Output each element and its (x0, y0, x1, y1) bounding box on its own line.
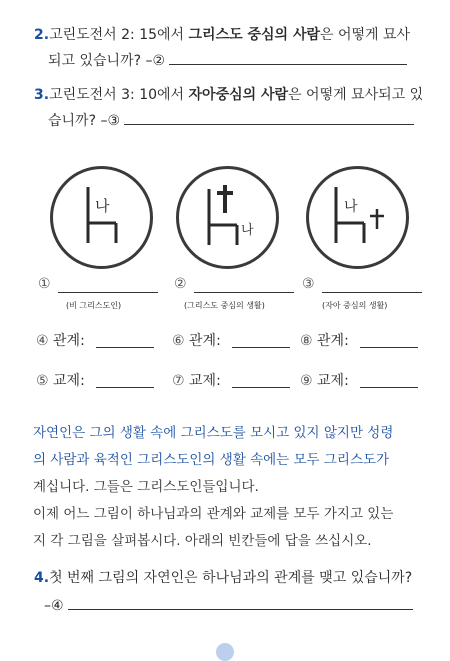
fellowship-blank-2 (172, 370, 221, 390)
paragraph-line: 자연인은 그의 생활 속에 그리스도를 모시고 있지 않지만 성령 (33, 425, 394, 441)
question-3 (34, 82, 423, 134)
chair-icon (309, 169, 406, 266)
answer-blank-8[interactable] (360, 347, 418, 348)
page-number-badge (216, 643, 234, 661)
caption-figure-2: (그리스도 중심의 생활) (184, 301, 265, 310)
question-number: 2. (34, 27, 50, 43)
blank-label: 교제: (317, 373, 349, 389)
paragraph-line: 의 사람과 육적인 그리스도인의 생활 속에는 모두 그리스도가 (33, 452, 390, 468)
answer-blank-2b[interactable] (194, 292, 294, 293)
answer-blank-2[interactable] (169, 48, 407, 65)
answer-blank-3[interactable] (124, 108, 414, 125)
blank-label: 교제: (53, 373, 85, 389)
answer-blank-6[interactable] (232, 347, 290, 348)
figure-christ-centered (176, 166, 279, 269)
chair-icon (53, 169, 150, 266)
answer-blank-5[interactable] (96, 387, 154, 388)
blank-label: 관계: (53, 333, 85, 349)
question-text: –④ (44, 598, 64, 614)
cross-icon (370, 209, 384, 229)
paragraph-line: 지 각 그림을 살펴봅시다. 아래의 빈칸들에 답을 쓰십시오. (33, 533, 372, 549)
question-number: 3. (34, 87, 50, 103)
blank-number: ⑤ (36, 373, 49, 389)
instruction-paragraph (33, 420, 425, 555)
answer-blank-q4[interactable] (68, 593, 413, 610)
blank-figure-3 (302, 276, 315, 292)
fellowship-blank-3 (300, 370, 349, 390)
blank-number: ⑨ (300, 373, 313, 389)
caption-figure-3: (자아 중심의 생활) (322, 301, 388, 310)
answer-blank-3b[interactable] (322, 292, 422, 293)
fellowship-blank-1 (36, 370, 85, 390)
blank-number: ⑦ (172, 373, 185, 389)
question-text: 고린도전서 2: 15에서 (49, 27, 189, 43)
blank-number: ① (38, 276, 51, 292)
question-text: 습니까? –③ (48, 113, 121, 129)
relationship-blank-2 (172, 330, 221, 350)
question-number: 4. (34, 570, 50, 586)
figure-natural-man (50, 166, 153, 269)
question-keyword: 자아중심의 사람 (188, 87, 289, 103)
caption-figure-1: (비 그리스도인) (66, 301, 122, 310)
cross-icon (217, 185, 233, 213)
blank-number: ③ (302, 276, 315, 292)
blank-number: ② (174, 276, 187, 292)
question-keyword: 그리스도 중심의 사람 (188, 27, 320, 43)
blank-figure-2 (174, 276, 187, 292)
blank-figure-1 (38, 276, 51, 292)
blank-number: ④ (36, 333, 49, 349)
answer-blank-7[interactable] (232, 387, 290, 388)
blank-label: 관계: (189, 333, 221, 349)
self-label: 나 (344, 199, 358, 215)
relationship-blank-1 (36, 330, 85, 350)
paragraph-line: 이제 어느 그림이 하나님과의 관계와 교제를 모두 가지고 있는 (33, 506, 394, 522)
self-label: 나 (241, 223, 254, 238)
question-2 (34, 22, 410, 74)
blank-number: ⑧ (300, 333, 313, 349)
answer-blank-9[interactable] (360, 387, 418, 388)
self-label: 나 (95, 197, 110, 215)
question-4 (34, 565, 413, 619)
question-text: 은 어떻게 묘사되고 있 (288, 87, 424, 103)
paragraph-line: 계십니다. 그들은 그리스도인들입니다. (33, 479, 259, 495)
answer-blank-4[interactable] (96, 347, 154, 348)
figure-self-centered (306, 166, 409, 269)
question-text: 고린도전서 3: 10에서 (49, 87, 189, 103)
chair-icon (179, 169, 276, 266)
question-text: 은 어떻게 묘사 (320, 27, 411, 43)
relationship-blank-3 (300, 330, 349, 350)
blank-number: ⑥ (172, 333, 185, 349)
question-text: 되고 있습니까? –② (48, 53, 166, 69)
answer-blank-1[interactable] (58, 292, 158, 293)
blank-label: 교제: (189, 373, 221, 389)
blank-label: 관계: (317, 333, 349, 349)
question-text: 첫 번째 그림의 자연인은 하나님과의 관계를 맺고 있습니까? (49, 570, 413, 586)
